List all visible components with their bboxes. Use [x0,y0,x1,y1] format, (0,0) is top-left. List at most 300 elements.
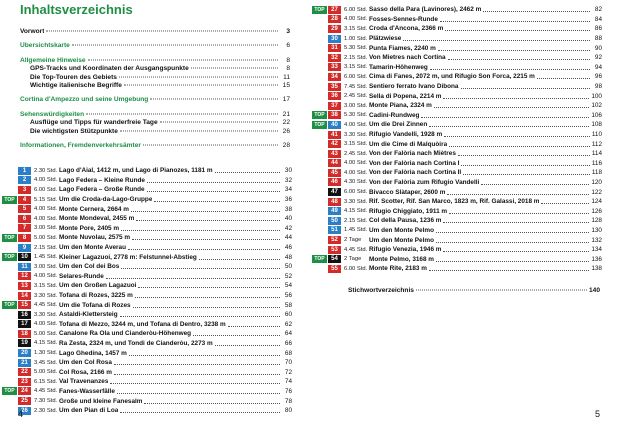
tour-number-badge: 3 [18,186,31,194]
leader-dots [132,239,280,240]
leader-dots [119,76,278,77]
tour-number-badge: 19 [18,339,31,347]
leader-dots [199,259,280,260]
top-badge [2,186,17,194]
tour-name: Um den Monte Pelmo [369,236,434,244]
leader-dots [436,242,589,243]
tour-row[interactable] [312,53,602,63]
tour-name: Lago Federa – Kleine Runde [59,176,145,184]
top-badge [312,73,327,81]
toc-entry[interactable] [20,42,290,50]
tour-name: Monte Pelmo, 3168 m [369,255,434,263]
tour-name: Von der Falòria nach Miètres [369,150,456,158]
tour-number-badge: 29 [328,25,341,33]
leader-dots [124,85,278,86]
tour-page: 76 [284,387,292,395]
tour-list-right [312,5,602,274]
top-badge: TOP [2,253,17,261]
toc-entry[interactable] [20,119,290,127]
tour-name: Von der Falòria zum Rifugio Vandelli [369,178,480,186]
tour-page: 56 [284,292,292,300]
tour-duration: 1.45 Std. [34,254,58,261]
tour-number-badge: 6 [18,215,31,223]
tour-number-badge: 30 [328,35,341,43]
top-badge [312,92,327,100]
leader-dots [429,126,589,127]
tour-row[interactable] [312,130,602,140]
tour-number-badge: 2 [18,176,31,184]
tour-row[interactable] [312,254,602,264]
top-badge [2,263,17,271]
tour-number-badge: 43 [328,150,341,158]
tour-page: 118 [591,169,602,177]
tour-number-badge: 13 [18,282,31,290]
tour-number-badge: 23 [18,378,31,386]
tour-duration: 3.30 Std. [34,311,58,318]
toc-entry[interactable] [20,111,290,119]
tour-row[interactable] [2,272,292,282]
tour-row[interactable] [312,245,602,255]
leader-dots [86,113,278,114]
tour-row[interactable] [2,214,292,224]
tour-duration: 4.00 Std. [34,215,58,222]
top-badge [312,226,327,234]
tour-duration: 1.00 Std. [344,35,368,42]
tour-number-badge: 11 [18,263,31,271]
tour-duration: 3.00 Std. [344,102,368,109]
tour-name: Fosses-Sennes-Runde [369,15,438,23]
tour-row[interactable] [2,195,292,205]
tour-row[interactable] [312,139,602,149]
tour-duration: 4.00 Std. [344,16,368,23]
tour-number-badge: 18 [18,330,31,338]
tour-duration: 2 Tage [344,256,362,263]
toc-entry-page: 21 [282,110,290,118]
tour-name: Um den Pian di Loa [59,407,119,415]
tour-number-badge: 35 [328,83,341,91]
leader-dots [215,172,280,173]
tour-row[interactable] [312,226,602,236]
leader-dots [147,191,280,192]
leader-dots [121,268,280,269]
tour-page: 62 [284,320,292,328]
tour-page: 38 [284,205,292,213]
tour-row[interactable] [312,206,602,216]
tour-row[interactable] [2,252,292,262]
tour-duration: 2.45 Std. [344,150,368,157]
leader-dots [443,251,589,252]
tour-page: 106 [591,111,602,119]
tour-row[interactable] [312,235,602,245]
tour-duration: 5.00 Std. [34,234,58,241]
tour-page: 42 [284,224,292,232]
leader-dots [541,203,589,204]
top-badge: TOP [2,234,17,242]
tour-row[interactable] [2,300,292,310]
tour-row[interactable] [312,63,602,73]
tour-number-badge: 26 [18,407,31,415]
toc-entry-label: Wichtige italienische Begriffe [30,82,122,90]
tour-name: Rifugio Vandelli, 1928 m [369,131,443,139]
leader-dots [117,393,280,394]
top-badge [312,207,327,215]
tour-row[interactable] [2,243,292,253]
tour-name: Rifugio Chiggiato, 1911 m [369,207,448,215]
tour-row[interactable] [312,91,602,101]
tour-row[interactable] [2,224,292,234]
tour-row[interactable] [2,406,292,416]
tour-number-badge: 20 [18,349,31,357]
tour-page: 50 [284,263,292,271]
toc-entry-page: 11 [283,73,290,81]
leader-dots [430,69,590,70]
leader-dots [114,364,280,365]
top-badge [2,368,17,376]
top-badge [2,282,17,290]
top-badge [312,150,327,158]
top-badge [312,44,327,52]
tour-name: Bivacco Slàtaper, 2600 m [369,188,446,196]
tour-name: Punta Fiames, 2240 m [369,44,436,52]
leader-dots [128,249,280,250]
tour-number-badge: 47 [328,188,341,196]
tour-page: 44 [284,234,292,242]
tour-name: Col Rosa, 2166 m [59,368,112,376]
toc-entry[interactable] [20,28,290,36]
tour-page: 72 [284,368,292,376]
tour-duration: 6.00 Std. [34,186,58,193]
tour-duration: 4.45 Std. [344,246,368,253]
tour-row[interactable] [2,329,292,339]
leader-dots [449,146,590,147]
tour-name: Von der Falòria nach Cortina I [369,159,460,167]
tour-number-badge: 33 [328,63,341,71]
top-badge [312,35,327,43]
tour-row[interactable] [2,387,292,397]
leader-dots [447,194,589,195]
leader-dots [133,307,280,308]
leader-dots [215,345,280,346]
leader-dots [461,165,589,166]
tour-number-badge: 5 [18,205,31,213]
tour-number-badge: 9 [18,244,31,252]
leader-dots [138,287,280,288]
tour-number-badge: 50 [328,217,341,225]
top-badge [312,25,327,33]
tour-row[interactable] [2,176,292,186]
tour-duration: 6.15 Std. [34,378,58,385]
top-badge [2,397,17,405]
top-badge [312,178,327,186]
tour-number-badge: 51 [328,226,341,234]
tour-row[interactable] [312,264,602,274]
tour-name: Ra Zesta, 2324 m, und Tondi de Cianderòu, 2273 m [59,339,213,347]
tour-name: Tofana di Rozes, 3225 m [59,292,133,300]
top-badge [312,236,327,244]
tour-duration: 6.00 Std. [344,189,368,196]
page-number-right: 5 [594,409,600,419]
tour-row[interactable] [312,72,602,82]
top-badge: TOP [312,111,327,119]
tour-row[interactable] [312,159,602,169]
tour-row[interactable] [2,281,292,291]
top-badge: TOP [312,255,327,263]
leader-dots [445,30,590,31]
tour-page: 74 [284,378,292,386]
top-badge [2,339,17,347]
tour-name: Von Mietres nach Cortina [369,54,446,62]
tour-row[interactable] [2,358,292,368]
tour-name: Monte Pore, 2405 m [59,224,120,232]
leader-dots [120,130,278,131]
toc-entry[interactable] [20,128,290,136]
tour-duration: 6.00 Std. [344,265,368,272]
tour-row[interactable] [312,149,602,159]
leader-dots [144,403,280,404]
tour-duration: 4.00 Std. [344,169,368,176]
tour-name: Rifugio Venezia, 1946 m [369,246,442,254]
tour-duration: 4.15 Std. [34,340,58,347]
tour-number-badge: 46 [328,178,341,186]
tour-page: 66 [284,339,292,347]
toc-entry-page: 3 [286,28,290,35]
top-badge [312,131,327,139]
tour-row[interactable] [312,5,602,15]
tour-row[interactable] [312,111,602,121]
tour-page: 102 [591,102,602,110]
tour-row[interactable] [312,34,602,44]
tour-number-badge: 24 [18,387,31,395]
tour-row[interactable] [312,120,602,130]
tour-name: Um den Großen Lagazuoi [59,282,137,290]
tour-name: Lago Ghedina, 1457 m [59,349,127,357]
leader-dots [193,335,280,336]
tour-name: Monte Piana, 2324 m [369,102,432,110]
tour-page: 86 [594,25,602,33]
tour-row[interactable] [2,291,292,301]
tour-row[interactable] [2,339,292,349]
tour-duration: 4.00 Std. [344,121,368,128]
tour-number-badge: 12 [18,272,31,280]
tour-duration: 4.00 Std. [344,160,368,167]
tour-number-badge: 38 [328,111,341,119]
top-badge [2,205,17,213]
tour-page: 120 [591,178,602,186]
tour-name: Monte Cernera, 2664 m [59,205,129,213]
toc-entry[interactable] [20,142,290,150]
leader-dots [403,40,590,41]
tour-row[interactable] [312,15,602,25]
tour-row[interactable] [2,396,292,406]
toc-entry[interactable] [20,74,290,82]
tour-name: Fanes-Wasserfälle [59,387,115,395]
leader-dots [436,232,589,233]
leader-dots [438,50,590,51]
tour-name: Monte Nuvolau, 2575 m [59,234,131,242]
toc-entry-label: Cortina d'Ampezzo und seine Umgebung [20,96,149,104]
leader-dots [120,412,280,413]
leader-dots [72,45,278,46]
tour-page: 98 [594,83,602,91]
toc-entry-page: 26 [282,127,290,135]
toc-entry-label: Sehenswürdigkeiten [20,110,85,118]
tour-name: Um die Cime di Malquòira [369,140,448,148]
tour-page: 48 [284,253,292,261]
tour-duration: 4.00 Std. [34,177,58,184]
tour-name: Cima di Fanes, 2072 m, und Rifugio Son Forca, 2215 m [369,73,535,81]
tour-name: Von der Falòria nach Cortina II [369,169,462,177]
top-badge [2,272,17,280]
tour-duration: 3.00 Std. [34,225,58,232]
tour-name: Um die Tofana di Rozes [59,301,131,309]
tour-row[interactable] [312,216,602,226]
leader-dots [228,326,280,327]
tour-duration: 1.30 Std. [34,350,58,357]
tour-duration: 2.15 Std. [344,217,368,224]
tour-duration: 2.30 Std. [34,167,58,174]
leader-dots [458,155,590,156]
top-badge: TOP [2,387,17,395]
top-badge [2,215,17,223]
toc-entry[interactable] [20,65,290,73]
toc-entry-index-label: Stichwortverzeichnis [348,287,414,294]
tour-number-badge: 53 [328,246,341,254]
tour-name: Rif. Scotter, Rif. San Marco, 1823 m, Rif. Galassi, 2018 m [369,198,540,206]
leader-dots [191,68,278,69]
tour-duration: 4.45 Std. [34,388,58,395]
toc-entry-label: GPS-Tracks und Koordinaten der Ausgangspunkte [30,65,189,73]
top-badge [2,330,17,338]
leader-dots [436,261,589,262]
tour-page: 80 [284,407,292,415]
tour-number-badge: 55 [328,265,341,273]
top-badge [312,54,327,62]
leader-dots [481,184,589,185]
tour-page: 36 [284,196,292,204]
tour-row[interactable] [312,43,602,53]
tour-number-badge: 8 [18,234,31,242]
tour-row[interactable] [312,187,602,197]
tour-row[interactable] [2,185,292,195]
tour-name: Selares-Runde [59,272,104,280]
leader-dots [429,270,589,271]
leader-dots [449,213,589,214]
leader-dots [440,21,590,22]
tour-duration: 3.00 Std. [34,263,58,270]
toc-general [20,28,290,150]
tour-name: Cadini-Rundweg [369,111,420,119]
tour-page: 58 [284,301,292,309]
tour-row[interactable] [312,82,602,92]
tour-name: Plätzwiese [369,35,402,43]
top-badge [312,198,327,206]
tour-name: Tamarin-Höhenweg [369,63,428,71]
tour-number-badge: 41 [328,131,341,139]
tour-name: Astaldi-Klettersteig [59,311,118,319]
tour-duration: 2.15 Std. [34,244,58,251]
toc-entry[interactable] [20,82,290,90]
tour-row[interactable] [312,197,602,207]
leader-dots [110,383,280,384]
tour-page: 68 [284,349,292,357]
tour-duration: 4.00 Std. [34,206,58,213]
toc-entry-page: 17 [282,96,290,104]
tour-page: 84 [594,15,602,23]
tour-duration: 7.45 Std. [344,83,368,90]
tour-page: 90 [594,44,602,52]
tour-row[interactable] [312,24,602,34]
tour-duration: 2.30 Std. [34,407,58,414]
tour-duration: 7.30 Std. [34,398,58,405]
top-badge [2,292,17,300]
tour-row[interactable] [2,320,292,330]
tour-name: Um den Monte Pelmo [369,226,434,234]
tour-page: 138 [591,265,602,273]
tour-row[interactable] [312,101,602,111]
tour-duration: 5.30 Std. [344,45,368,52]
tour-row[interactable] [2,367,292,377]
leader-dots [448,59,590,60]
tour-row[interactable] [2,166,292,176]
toc-entry-index[interactable] [348,287,600,295]
tour-page: 82 [594,6,602,14]
tour-row[interactable] [2,310,292,320]
leader-dots [443,98,589,99]
tour-page: 88 [594,35,602,43]
leader-dots [434,107,589,108]
toc-entry-label: Informationen, Fremdenverkehrsämter [20,142,141,150]
tour-row[interactable] [312,168,602,178]
toc-entry-page: 8 [286,56,290,64]
leader-dots [131,211,280,212]
tour-page: 100 [591,92,602,100]
tour-row[interactable] [2,204,292,214]
page-number-left: 4 [18,409,24,419]
leader-dots [421,117,589,118]
top-badge [2,320,17,328]
top-badge [2,349,17,357]
tour-number-badge: 17 [18,320,31,328]
tour-number-badge: 40 [328,121,341,129]
tour-duration: 4.00 Std. [34,321,58,328]
leader-dots [136,220,280,221]
tour-duration: 4.45 Std. [34,302,58,309]
top-badge [2,244,17,252]
top-badge [312,15,327,23]
leader-dots [147,182,280,183]
tour-row[interactable] [312,178,602,188]
tour-name: Sasso della Para (Lavinores), 2462 m [369,6,482,14]
leader-dots [121,230,280,231]
tour-row[interactable] [2,377,292,387]
tour-number-badge: 31 [328,44,341,52]
leader-dots [154,201,280,202]
top-badge: TOP [312,121,327,129]
tour-page: 122 [591,188,602,196]
tour-duration: 1.45 Std. [344,227,368,234]
toc-entry[interactable] [20,57,290,65]
tour-row[interactable] [2,348,292,358]
tour-name: Sella di Popena, 2214 m [369,92,442,100]
tour-row[interactable] [2,262,292,272]
tour-number-badge: 16 [18,311,31,319]
tour-number-badge: 15 [18,301,31,309]
tour-page: 52 [284,272,292,280]
top-badge [2,167,17,175]
toc-entry[interactable] [20,96,290,104]
tour-row[interactable] [2,233,292,243]
toc-entry-page: 15 [282,82,290,90]
